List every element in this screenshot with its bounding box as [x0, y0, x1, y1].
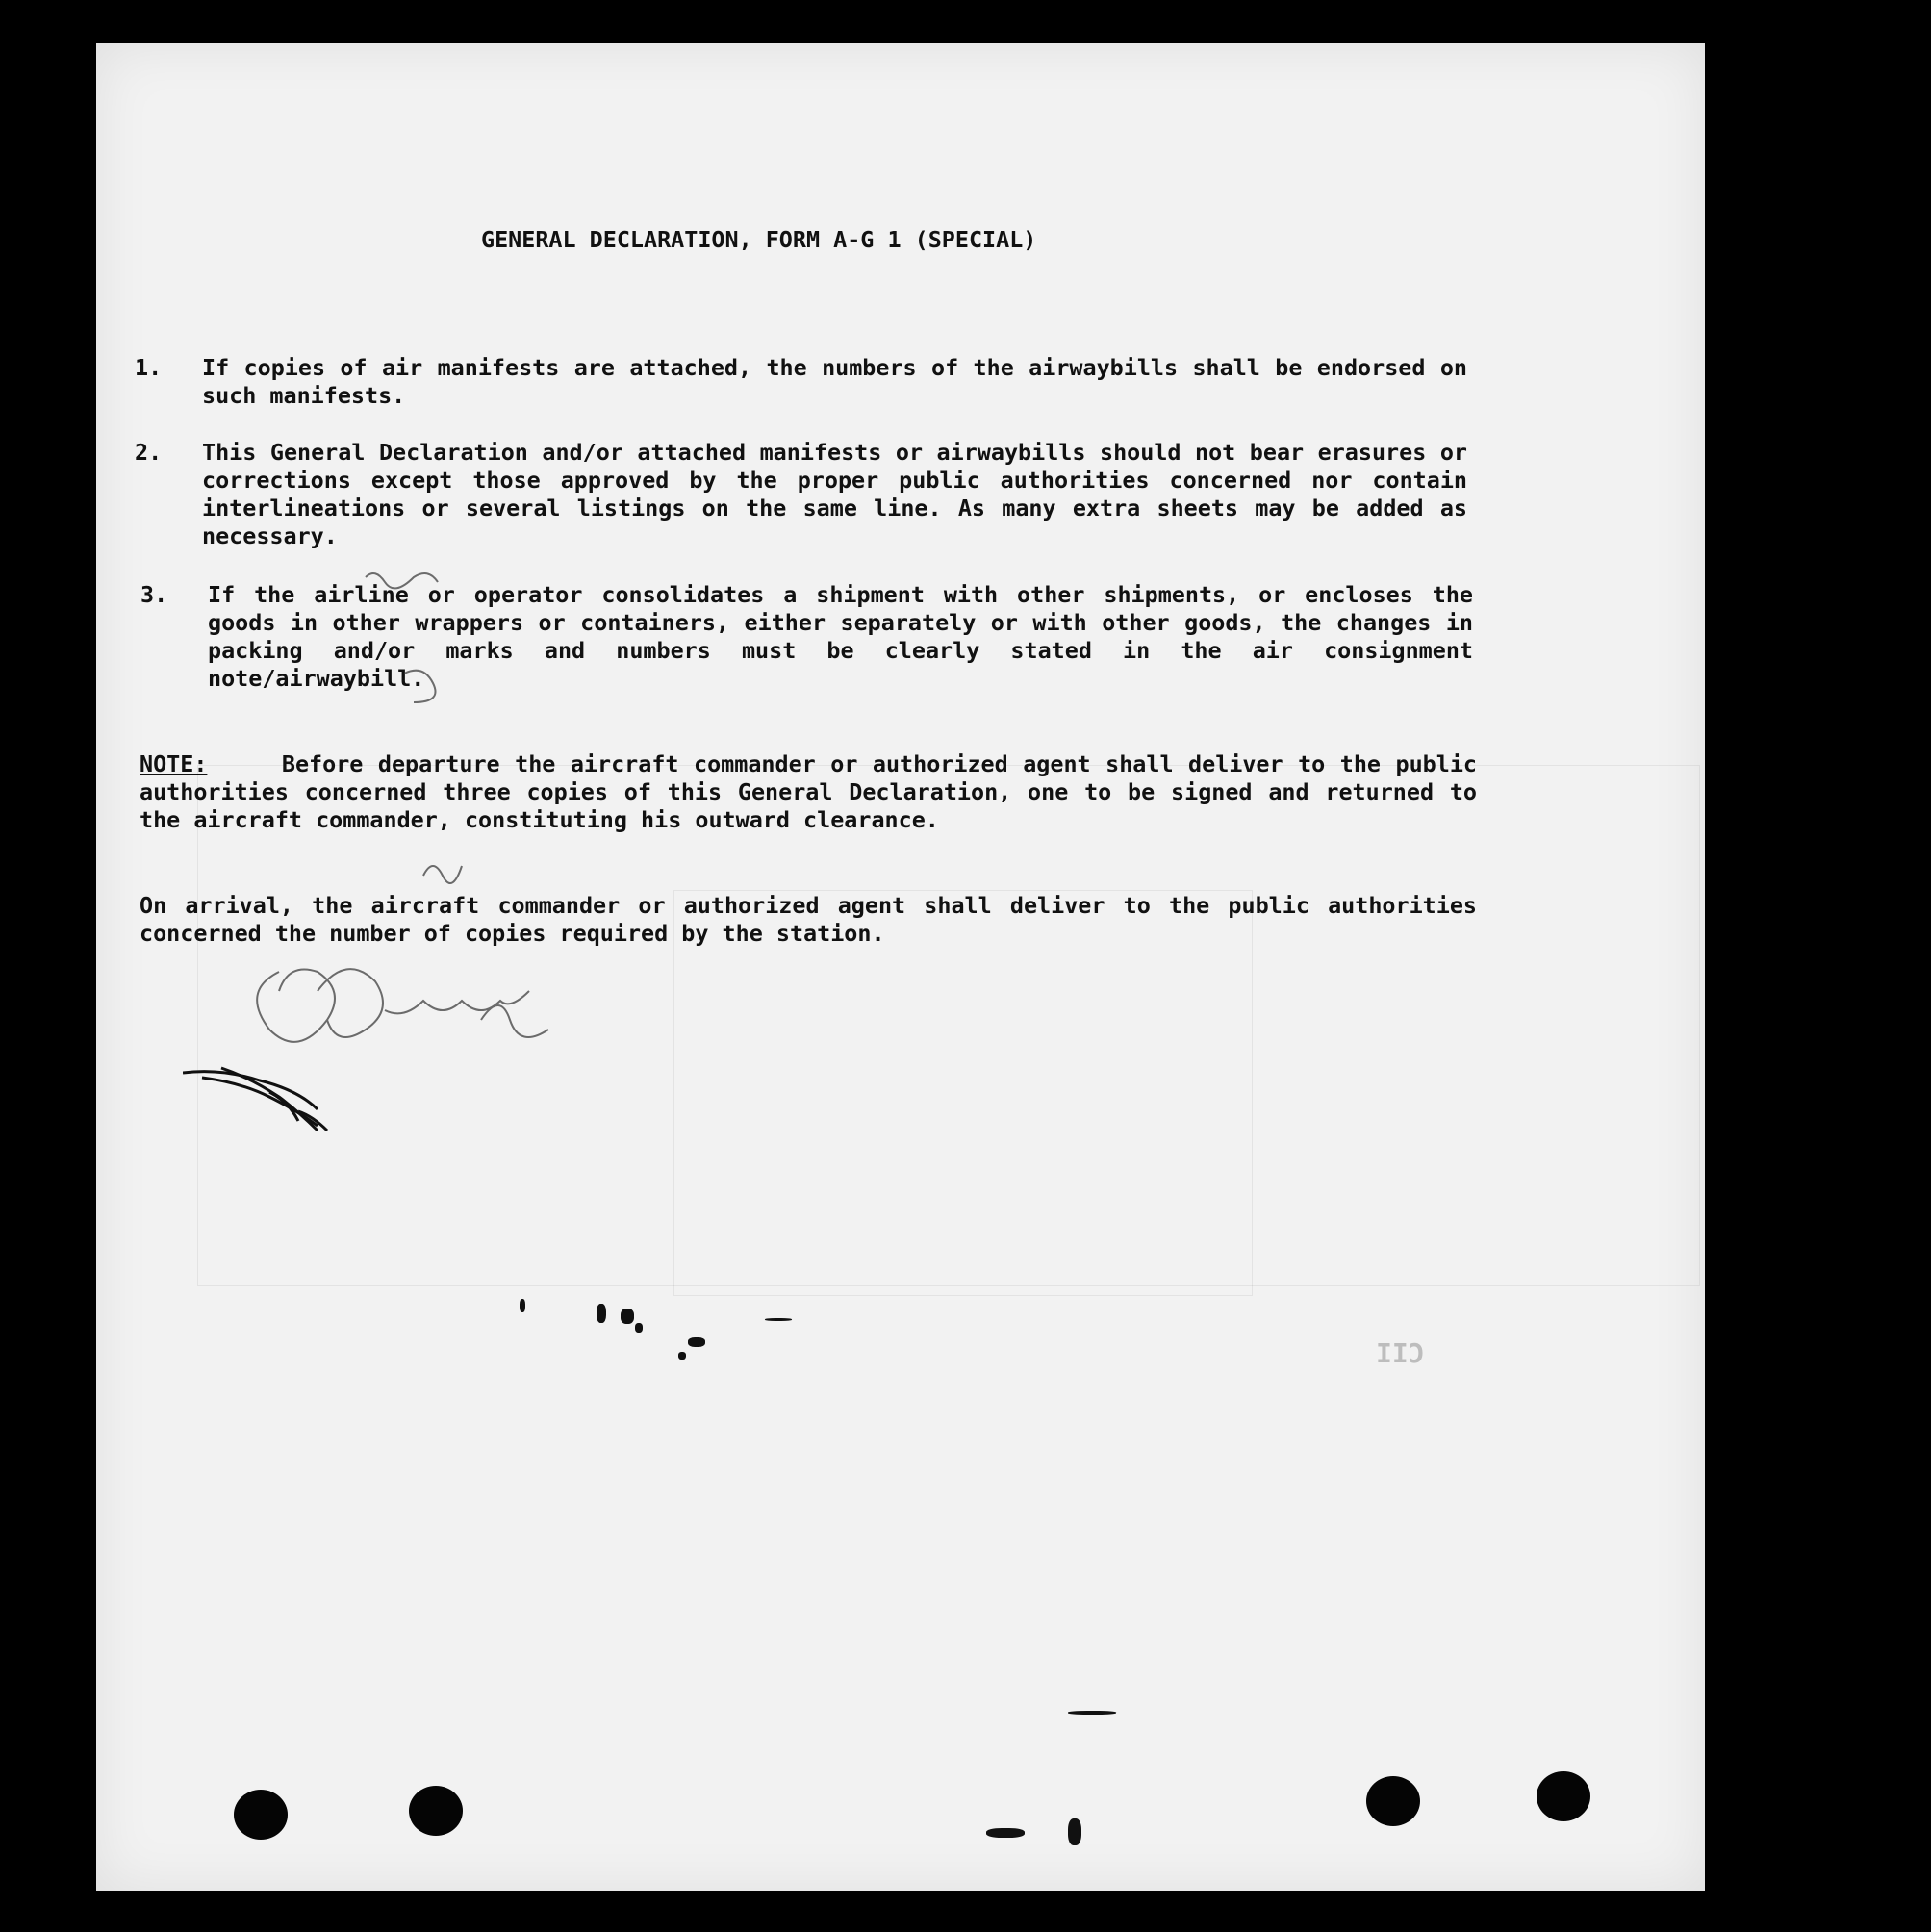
speckle — [520, 1299, 525, 1312]
speckle — [635, 1323, 643, 1333]
speckle — [688, 1337, 705, 1347]
item-number: 1. — [135, 354, 163, 381]
speckle — [1068, 1818, 1081, 1845]
bleed-through-text: CII — [1376, 1337, 1425, 1369]
speckle — [765, 1318, 792, 1321]
item-text: If copies of air manifests are attached, the numbers of the airwaybills shall be endorsed on such manifests. — [202, 354, 1467, 409]
punch-hole — [1537, 1771, 1590, 1821]
bleed-through-box — [673, 890, 1253, 1296]
speckle — [1068, 1711, 1116, 1715]
form-title: GENERAL DECLARATION, FORM A-G 1 (SPECIAL) — [481, 226, 1037, 253]
ink-smudge — [183, 1054, 375, 1140]
punch-hole — [1366, 1776, 1420, 1826]
speckle — [678, 1352, 686, 1360]
item-text: This General Declaration and/or attached manifests or airwaybills should not bear erasures or corrections except those approved by the proper public authorities concerned nor contain interlineations or several listings on the same line. As many extra sheets may be added as necessary. — [202, 439, 1467, 549]
item-text: If the airline or operator consolidates a shipment with other shipments, or encloses the goods in other wrappers or containers, either separately or with other goods, the changes in packing and/or marks and numbers must be clearly stated in the air consignment note/airwaybill. — [208, 581, 1473, 692]
speckle — [621, 1309, 634, 1324]
punch-hole — [234, 1790, 288, 1840]
note-label: NOTE: — [140, 750, 208, 777]
note-text: Before departure the aircraft commander or authorized agent shall deliver to the public authorities concerned three copies of this General Declaration, one to be signed and returned to the aircraft commander, constituting his outward clearance. — [140, 750, 1477, 833]
item-number: 2. — [135, 439, 163, 466]
punch-hole — [409, 1786, 463, 1836]
arrival-paragraph: On arrival, the aircraft commander or authorized agent shall deliver to the public authorities concerned the number of copies required by the station. — [140, 892, 1477, 947]
speckle — [597, 1304, 606, 1323]
item-number: 3. — [140, 581, 168, 608]
speckle — [986, 1828, 1025, 1838]
